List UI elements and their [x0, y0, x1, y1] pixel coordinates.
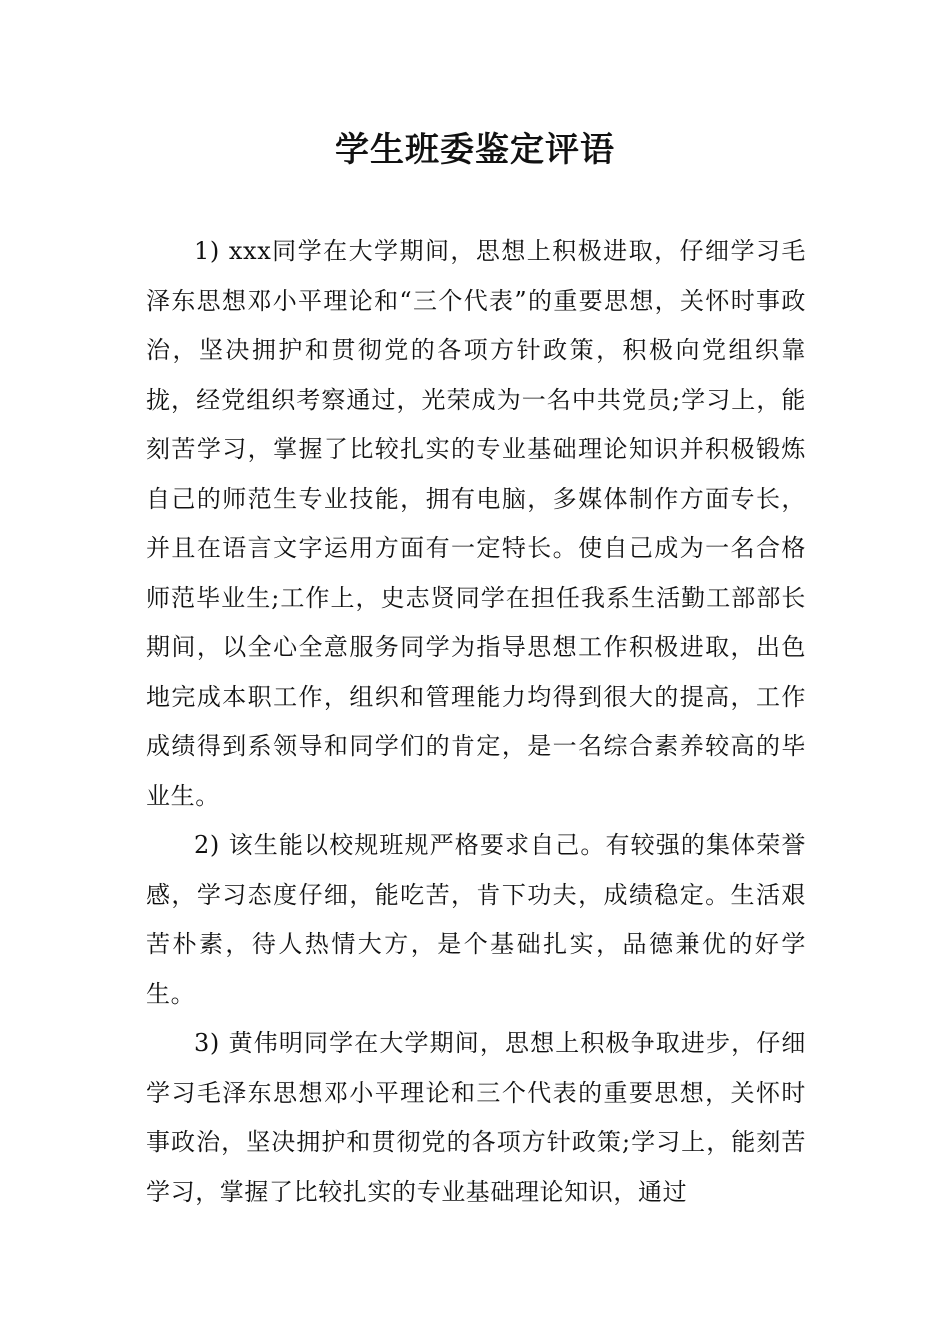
document-body	[146, 227, 806, 1217]
paragraph-1: 1) xxx同学在大学期间，思想上积极进取，仔细学习毛泽东思想邓小平理论和“三个代表”的重要思想，关怀时事政治，坚决拥护和贯彻党的各项方针政策，积极向党组织靠拢，经党组织考察通过，光荣成为一名中共党员;学习上，能刻苦学习，掌握了比较扎实的专业基础理论知识并积极锻炼自己的师范生专业技能，拥有电脑，多媒体制作方面专长，并且在语言文字运用方面有一定特长。使自己成为一名合格师范毕业生;工作上，史志贤同学在担任我系生活勤工部部长期间，以全心全意服务同学为指导思想工作积极进取，出色地完成本职工作，组织和管理能力均得到很大的提高，工作成绩得到系领导和同学们的肯定，是一名综合素养较高的毕业生。	[146, 237, 806, 810]
document-title: 学生班委鉴定评语	[335, 130, 615, 170]
paragraph-2: 2) 该生能以校规班规严格要求自己。有较强的集体荣誉感，学习态度仔细，能吃苦，肯下功夫，成绩稳定。生活艰苦朴素，待人热情大方，是个基础扎实，品德兼优的好学生。	[146, 831, 806, 1008]
paragraph-3: 3) 黄伟明同学在大学期间，思想上积极争取进步，仔细学习毛泽东思想邓小平理论和三个代表的重要思想，关怀时事政治，坚决拥护和贯彻党的各项方针政策;学习上，能刻苦学习，掌握了比较扎实的专业基础理论知识，通过	[146, 1029, 806, 1206]
